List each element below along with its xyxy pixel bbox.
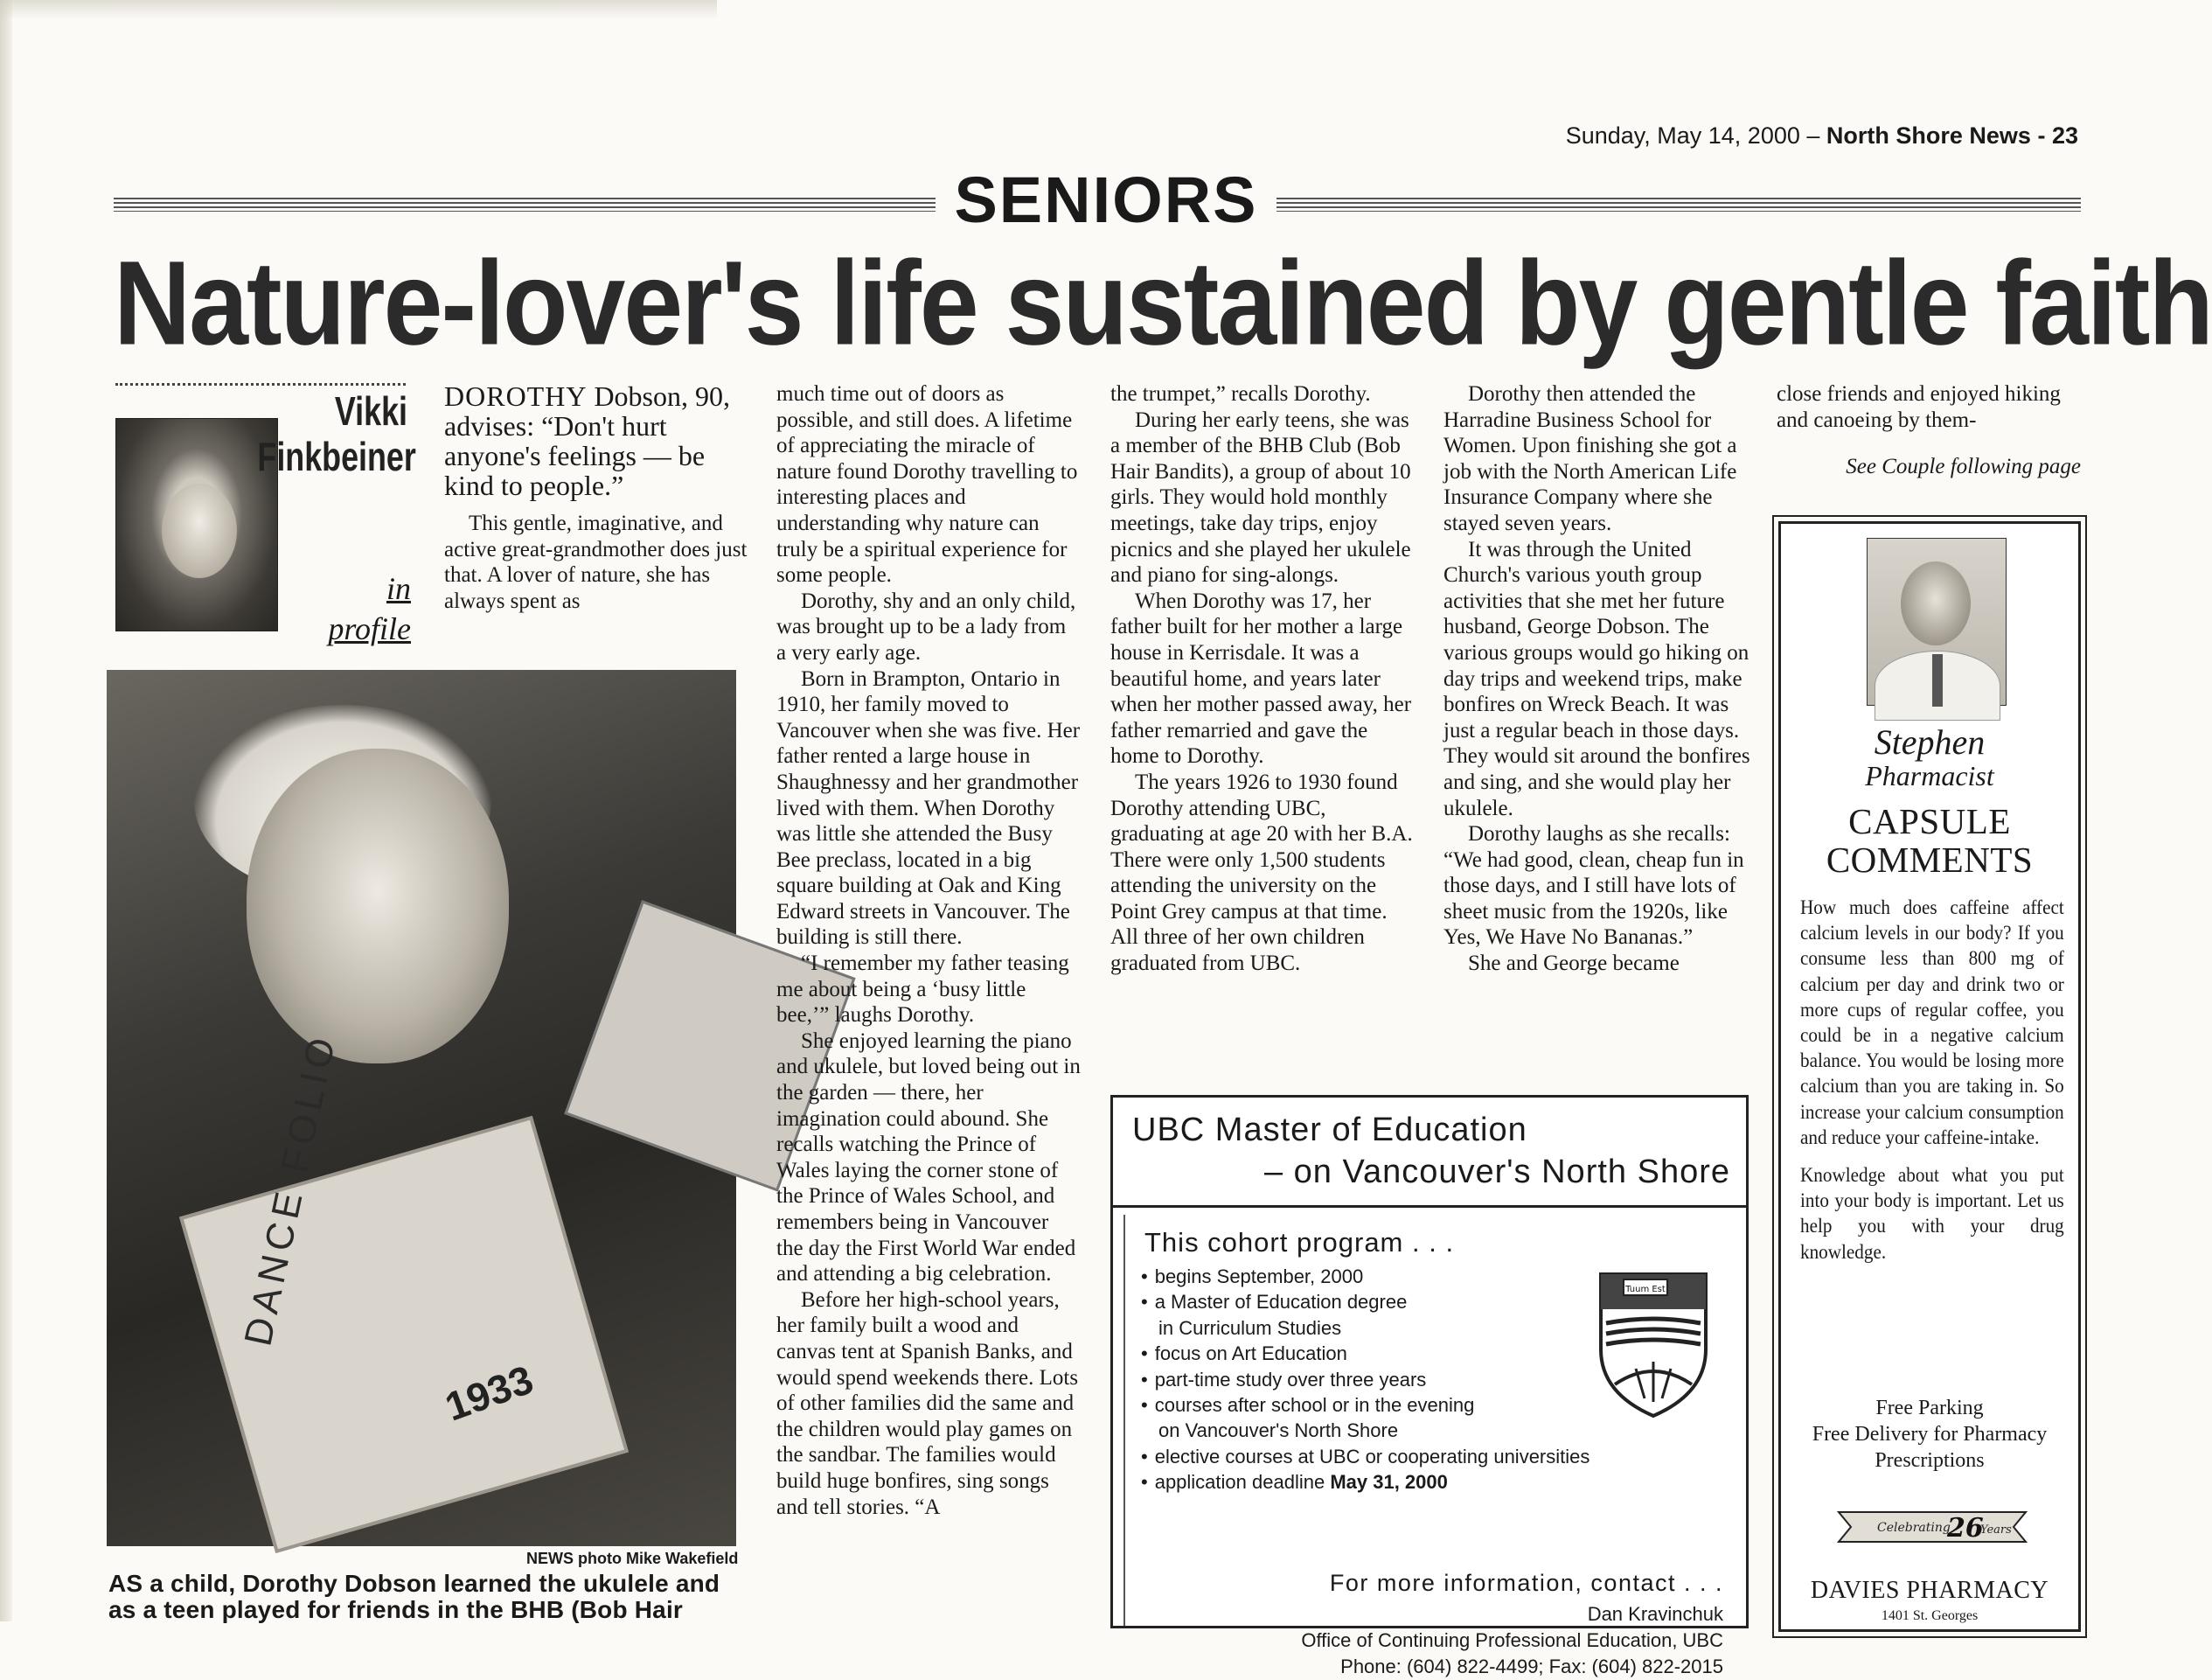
bullet-text: focus on Art Education — [1154, 1342, 1347, 1365]
paragraph: the trumpet,” recalls Dorothy. — [1110, 382, 1371, 406]
jump-line: See Couple following page — [1846, 455, 2081, 479]
article-column-4 — [1443, 381, 1751, 977]
paragraph: Dorothy, shy and an only child, was brought up to be a lady from a very early age. — [776, 589, 1076, 665]
author-face — [162, 484, 237, 578]
photo-caption: AS a child, Dorothy Dobson learned the ukulele and as a teen played for friends in the BHB (Bob Hair — [108, 1570, 720, 1623]
contact-office: Office of Continuing Professional Education, UBC — [1301, 1629, 1723, 1651]
paragraph: close friends and enjoyed hiking and canoeing by them- — [1777, 382, 2061, 432]
pharmacy-name: DAVIES PHARMACY — [1810, 1577, 2049, 1604]
paragraph: This gentle, imaginative, and active great-grandmother does just that. A lover of nature, she has always spent as — [444, 512, 748, 613]
paragraph: It was through the United Church's various youth group activities that she met her future husband, George Dobson. The various groups would go hiking on day trips and weekend trips, make bonfires on Wreck Beach. It was just a regular beach in those days. They would sit around the bonfires and sing, and she would play her ukulele. — [1443, 537, 1750, 820]
ad-bullet-deadline — [1141, 1469, 1737, 1495]
pharmacy-advertisement — [1778, 521, 2081, 1632]
contact-phone: Phone: (604) 822-4499; Fax: (604) 822-2015 — [1340, 1656, 1723, 1677]
bullet-icon: • — [1141, 1471, 1148, 1494]
bullet-text: in Curriculum Studies — [1158, 1316, 1342, 1339]
ad-bullet — [1141, 1444, 1737, 1469]
bullet-icon: • — [1141, 1394, 1148, 1417]
capsule-heading-2: COMMENTS — [1826, 840, 2034, 880]
photo-credit: NEWS photo Mike Wakefield — [526, 1550, 739, 1567]
page-number: 23 — [2051, 122, 2078, 149]
bullet-icon: • — [1141, 1342, 1148, 1365]
lead-quote: Dobson, 90, advises: “Don't hurt anyone's feelings — be kind to people.” — [444, 380, 730, 501]
section-title: SENIORS — [954, 164, 1258, 236]
author-last-name: Finkbeiner — [257, 434, 416, 479]
ad-title: UBC Master of Education — [1132, 1112, 1527, 1148]
lead-cap: DOROTHY — [444, 380, 588, 412]
badge-number: 26 — [1947, 1513, 1984, 1544]
pharmacist-role: Pharmacist — [1865, 760, 1994, 791]
bullet-icon: • — [1141, 1368, 1148, 1391]
service-parking: Free Parking — [1875, 1397, 1984, 1419]
pharmacy-services — [1781, 1395, 2078, 1474]
column-tag — [315, 568, 411, 649]
pharmacist-name: Stephen — [1874, 722, 1986, 762]
byline-rule — [115, 383, 406, 386]
contact-heading: For more information, contact . . . — [1329, 1570, 1723, 1596]
service-delivery: Free Delivery for Pharmacy — [1812, 1423, 2048, 1446]
paragraph: During her early teens, she was a member of the BHB Club (Bob Hair Bandits), a group of about 10 girls. They would hold monthly meetings, take day trips, enjoy picnics and she played her ukulele and piano for sing-alongs. — [1110, 408, 1411, 588]
bullet-text: begins September, 2000 — [1154, 1265, 1364, 1287]
bullet-text: on Vancouver's North Shore — [1158, 1419, 1399, 1442]
pharmacist-photo — [1867, 538, 2007, 706]
contact-name: Dan Kravinchuk — [1587, 1603, 1723, 1625]
pharmacist-tie — [1932, 654, 1943, 707]
ad-subtitle: – on Vancouver's North Shore — [1263, 1154, 1730, 1190]
ad-body — [1123, 1215, 1737, 1677]
capsule-heading — [1781, 802, 2078, 879]
folio-title: DANCE FOLIO — [236, 1028, 345, 1350]
badge-post: Years — [1980, 1523, 2012, 1537]
paragraph: She and George became — [1468, 952, 1680, 976]
dateline-sep: – — [1799, 122, 1826, 149]
headline: Nature-lover's life sustained by gentle faith — [114, 236, 2212, 370]
paragraph: Before her high-school years, her family built a wood and canvas tent at Spanish Banks, and would spend weekends there. Lots of other families did the same and the children would play games on the sandbar. The families would build huge bonfires, sing songs and tell stories. “A — [776, 1287, 1079, 1519]
service-prescriptions: Prescriptions — [1875, 1449, 1985, 1472]
article-column-3 — [1110, 381, 1415, 977]
ubc-crest-icon — [1597, 1271, 1709, 1419]
paragraph: “I remember my father teasing me about being a ‘busy little bee,’” laughs Dorothy. — [776, 952, 1069, 1028]
bullet-text: courses after school or in the evening — [1154, 1394, 1475, 1417]
article-column-5 — [1777, 381, 2081, 480]
anniversary-badge-icon — [1833, 1496, 2031, 1558]
article-column-1 — [444, 381, 748, 614]
capsule-paragraph: How much does caffeine affect calcium levels in our body? If you consume less than 800 mg of calcium per day and drink two or more cups of regular coffee, you could be in a negative calcium balance. You would be losing more calcium than you are taking in. So increase your calcium consumption and reduce your caffeine-intake. — [1800, 896, 2064, 1148]
ubc-advertisement — [1110, 1095, 1749, 1677]
author-photo — [115, 418, 278, 631]
ad-header — [1113, 1098, 1746, 1208]
bullet-text: part-time study over three years — [1154, 1368, 1427, 1391]
paragraph: When Dorothy was 17, her father built for her mother a large house in Kerrisdale. It was a beautiful home, and years later when her mother passed away, her father remarried and gave the home to Dorothy. — [1110, 589, 1412, 769]
bullet-icon: • — [1141, 1291, 1148, 1314]
bullet-icon: • — [1141, 1265, 1148, 1287]
crest-motto: Tuum Est — [1625, 1285, 1666, 1294]
ad-contact — [1301, 1570, 1723, 1680]
badge-pre: Celebrating — [1877, 1521, 1951, 1535]
dance-folio — [179, 1028, 629, 1553]
deadline-date: May 31, 2000 — [1330, 1471, 1448, 1494]
capsule-paragraph: Knowledge about what you put into your body is important. Let us help you with your drug knowledge. — [1800, 1164, 2064, 1263]
dateline — [1566, 122, 2078, 150]
paragraph: Dorothy then attended the Harradine Business School for Women. Upon finishing she got a job with the North American Life Insurance Company where she stayed seven years. — [1443, 382, 1737, 535]
paragraph: much time out of doors as possible, and still does. A lifetime of appreciating the miracle of nature found Dorothy travelling to interesting places and understanding why nature can truly be a spiritual experience for some people. — [776, 382, 1078, 588]
scan-edge — [0, 0, 12, 1621]
paragraph: Born in Brampton, Ontario in 1910, her family moved to Vancouver when she was five. Her father rented a large house in Shaughnessy and her grandmother lived with them. When Dorothy was little she attended the Busy Bee preclass, located in a big square building at Oak and King Edward streets in Vancouver. The building is still there. — [776, 666, 1081, 950]
column-tag-profile: profile — [328, 611, 411, 646]
capsule-text — [1800, 895, 2064, 1265]
pharmacist-face — [1901, 561, 1971, 645]
article-column-2 — [776, 381, 1081, 1520]
section-header — [114, 166, 2081, 245]
article-lead — [444, 381, 748, 500]
bullet-icon: • — [1141, 1445, 1148, 1467]
lead-photo — [107, 670, 736, 1546]
issue-date: Sunday, May 14, 2000 — [1565, 122, 1800, 149]
paragraph: Dorothy laughs as she recalls: “We had good, clean, cheap fun in those days, and I still have lots of sheet music from the 1920s, like Yes, We Have No Bananas.” — [1443, 822, 1744, 950]
paragraph: She enjoyed learning the piano and ukulele, but loved being out in the garden — there, her imagination could abound. She recalls watching the Prince of Wales laying the corner stone of the Prince of Wales School, and remembers being in Vancouver the day the First World War ended and attending a big celebration. — [776, 1028, 1081, 1286]
folio-year: 1933 — [439, 1356, 539, 1430]
bullet-text: elective courses at UBC or cooperating universities — [1154, 1445, 1590, 1467]
scan-top-smudge — [0, 0, 717, 19]
section-rule-left — [114, 198, 936, 212]
capsule-heading-1: CAPSULE — [1848, 801, 2011, 841]
paper-name: North Shore News — [1826, 122, 2031, 149]
byline — [257, 388, 416, 479]
ad-intro: This cohort program . . . — [1144, 1227, 1455, 1258]
author-first-name: Vikki — [334, 388, 407, 434]
bullet-text: a Master of Education degree — [1154, 1291, 1408, 1314]
dateline-sep2: - — [2030, 122, 2052, 149]
pharmacy-address: 1401 St. Georges — [1881, 1608, 1979, 1623]
photo-portrait — [247, 749, 509, 1063]
deadline-label: application deadline — [1154, 1471, 1331, 1494]
ad-bullet-continued — [1141, 1418, 1737, 1443]
paragraph: The years 1926 to 1930 found Dorothy attending UBC, graduating at age 20 with her B.A. There were only 1,500 students attending the university on the Point Grey campus at that time. All three of her own children graduated from UBC. — [1110, 770, 1413, 976]
section-rule-right — [1276, 198, 2081, 212]
column-tag-in: in — [386, 571, 411, 606]
